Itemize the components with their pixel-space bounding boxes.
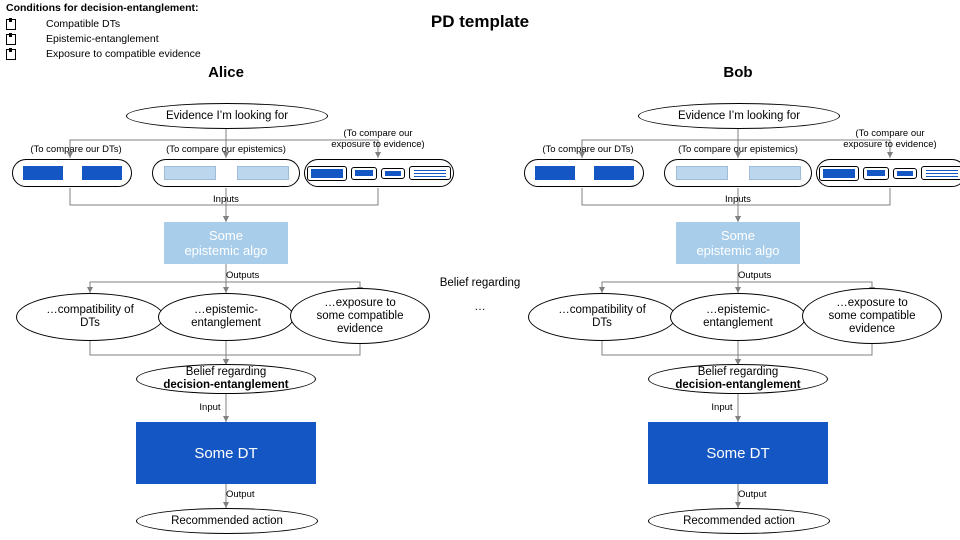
belief-line2: decision-entanglement xyxy=(163,379,289,391)
caption-exposure-alice xyxy=(318,128,438,150)
output-exposure-bob xyxy=(802,288,942,344)
document-icon xyxy=(921,166,960,180)
recommended-action-label: Recommended action xyxy=(683,514,795,527)
condition-label: Exposure to compatible evidence xyxy=(46,48,201,60)
output-epistemic-entanglement-alice xyxy=(158,293,294,341)
page-title: PD template xyxy=(430,12,530,31)
output-compatibility-alice xyxy=(16,293,164,341)
document-icon xyxy=(409,166,451,180)
input-label-bob: Input xyxy=(711,402,733,413)
evidence-node-label: Evidence I’m looking for xyxy=(677,109,801,122)
caption-exposure-line1: (To compare our xyxy=(855,128,925,139)
caption-exposure-bob xyxy=(830,128,950,150)
phone-icon xyxy=(381,168,405,179)
blue-block xyxy=(23,166,63,180)
blue-block xyxy=(535,166,575,180)
belief-line2: decision-entanglement xyxy=(675,379,801,391)
output-label-alice: Output xyxy=(226,489,255,500)
output-exposure-alice xyxy=(290,288,430,344)
center-note-line2: … xyxy=(474,301,486,313)
pale-block xyxy=(676,166,728,180)
input-label-alice: Input xyxy=(199,402,221,413)
condition-item xyxy=(6,47,326,61)
algo-line1: Some xyxy=(209,228,243,243)
belief-node-alice xyxy=(136,364,316,394)
output-line1: …exposure to xyxy=(324,296,396,309)
belief-line1: Belief regarding xyxy=(697,366,779,378)
condition-label: Compatible DTs xyxy=(46,18,121,30)
output-epistemic-entanglement-bob xyxy=(670,293,806,341)
output-line1: …epistemic- xyxy=(706,304,770,316)
recommended-action-alice xyxy=(136,508,318,534)
condition-item xyxy=(6,32,326,46)
center-note-line1: Belief regarding xyxy=(439,277,521,289)
output-line1: …compatibility of xyxy=(46,304,134,316)
dt-comparison-pill-alice xyxy=(12,159,132,187)
epistemic-algo-box-bob xyxy=(676,222,800,264)
outputs-label-alice: Outputs xyxy=(226,270,260,281)
condition-label: Epistemic-entanglement xyxy=(46,33,159,45)
output-compatibility-bob xyxy=(528,293,676,341)
recommended-action-label: Recommended action xyxy=(171,514,283,527)
pale-block xyxy=(749,166,801,180)
caption-epistemics-alice: (To compare our epistemics) xyxy=(166,144,286,155)
pale-block xyxy=(237,166,289,180)
exposure-comparison-pill-bob xyxy=(816,159,960,187)
checkbox-icon xyxy=(6,34,16,45)
conditions-title: Conditions for decision-entanglement: xyxy=(6,2,199,14)
output-line2: some compatible xyxy=(316,309,404,322)
caption-epistemics-bob: (To compare our epistemics) xyxy=(678,144,798,155)
dt-comparison-pill-bob xyxy=(524,159,644,187)
output-line2: DTs xyxy=(592,317,612,329)
monitor-icon xyxy=(307,166,347,181)
dt-box-bob xyxy=(648,422,828,484)
output-line2: some compatible xyxy=(828,309,916,322)
caption-exposure-line2: exposure to evidence) xyxy=(331,139,425,150)
dt-box-label: Some DT xyxy=(706,444,770,462)
inputs-label-bob: Inputs xyxy=(725,194,751,205)
output-line1: …epistemic- xyxy=(194,304,258,316)
blue-block xyxy=(594,166,634,180)
output-line3: evidence xyxy=(848,322,896,335)
output-line1: …exposure to xyxy=(836,296,908,309)
epistemics-comparison-pill-alice xyxy=(152,159,300,187)
recommended-action-bob xyxy=(648,508,830,534)
outputs-label-bob: Outputs xyxy=(738,270,772,281)
algo-line2: epistemic algo xyxy=(184,243,268,258)
evidence-node-alice xyxy=(126,103,328,129)
evidence-node-label: Evidence I’m looking for xyxy=(165,109,289,122)
inputs-label-alice: Inputs xyxy=(213,194,239,205)
output-label-bob: Output xyxy=(738,489,767,500)
output-line2: DTs xyxy=(80,317,100,329)
tablet-icon xyxy=(863,167,889,180)
algo-line2: epistemic algo xyxy=(696,243,780,258)
output-line1: …compatibility of xyxy=(558,304,646,316)
algo-line1: Some xyxy=(721,228,755,243)
dt-box-alice xyxy=(136,422,316,484)
epistemics-comparison-pill-bob xyxy=(664,159,812,187)
epistemic-algo-box-alice xyxy=(164,222,288,264)
caption-dts-alice: (To compare our DTs) xyxy=(30,144,122,155)
caption-dts-bob: (To compare our DTs) xyxy=(542,144,634,155)
caption-exposure-line2: exposure to evidence) xyxy=(843,139,937,150)
center-note xyxy=(430,276,530,314)
belief-line1: Belief regarding xyxy=(185,366,267,378)
belief-node-bob xyxy=(648,364,828,394)
phone-icon xyxy=(893,168,917,179)
tablet-icon xyxy=(351,167,377,180)
monitor-icon xyxy=(819,166,859,181)
column-title-alice: Alice xyxy=(208,64,244,81)
blue-block xyxy=(82,166,122,180)
caption-exposure-line1: (To compare our xyxy=(343,128,413,139)
output-line2: entanglement xyxy=(703,317,773,329)
dt-box-label: Some DT xyxy=(194,444,258,462)
column-title-bob: Bob xyxy=(723,64,753,81)
evidence-node-bob xyxy=(638,103,840,129)
checkbox-icon xyxy=(6,49,16,60)
output-line2: entanglement xyxy=(191,317,261,329)
pale-block xyxy=(164,166,216,180)
exposure-comparison-pill-alice xyxy=(304,159,454,187)
output-line3: evidence xyxy=(336,322,384,335)
conditions-block xyxy=(6,2,326,62)
